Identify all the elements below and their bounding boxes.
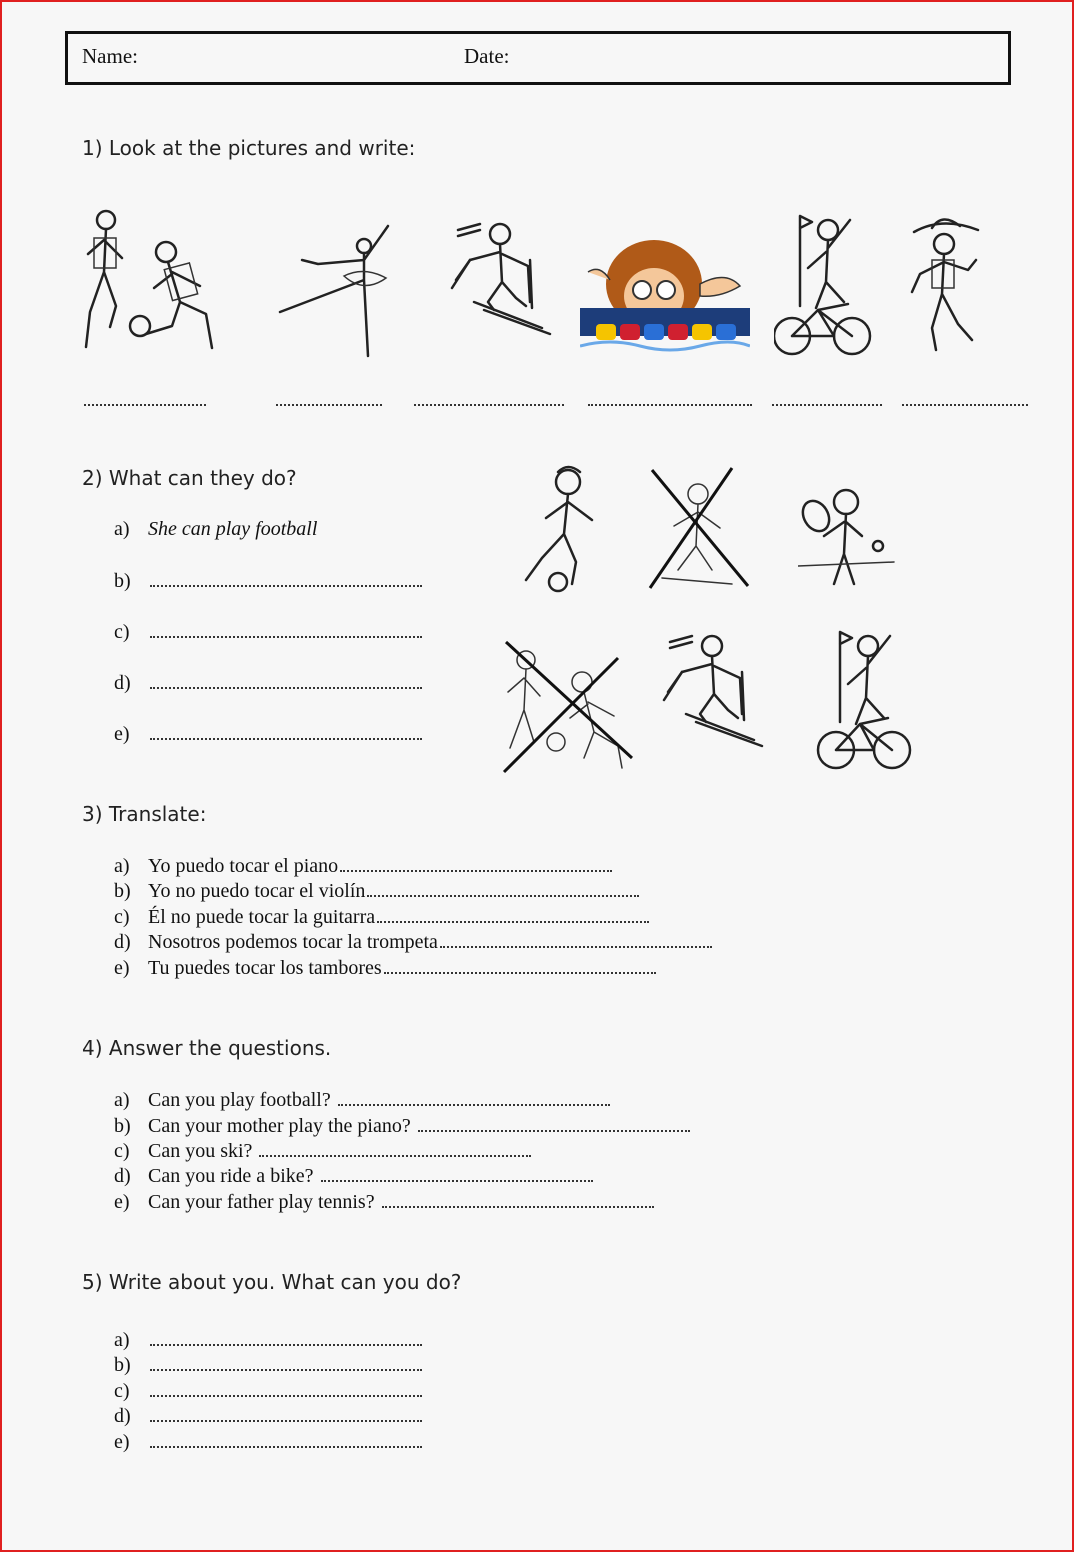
cyclist-icon [774, 212, 874, 358]
list-item: b) [114, 1354, 422, 1377]
list-item: d) [114, 1405, 422, 1428]
list-item: a) Can you play football? [114, 1089, 610, 1112]
skateboarder-crossed-icon [648, 466, 752, 598]
list-item: b) Can your mother play the piano? [114, 1115, 690, 1138]
list-item: e) [114, 723, 422, 746]
answer-line[interactable] [384, 968, 656, 974]
translate-sentence: Yo puedo tocar el piano [148, 855, 339, 877]
answer-line[interactable] [418, 1126, 690, 1132]
list-item: a) Yo puedo tocar el piano [114, 855, 612, 878]
skier-icon [450, 210, 554, 340]
list-item: d) [114, 672, 422, 695]
list-item: b) [114, 570, 422, 593]
answer-line[interactable] [150, 1340, 422, 1346]
translate-sentence: Yo no puedo tocar el violín [148, 880, 366, 902]
list-item: e) Tu puedes tocar los tambores [114, 957, 656, 980]
football-players-icon [80, 202, 230, 358]
list-item: a) [114, 1329, 422, 1352]
list-item: d) Can you ride a bike? [114, 1165, 593, 1188]
swimmer-icon [580, 234, 750, 354]
example-answer: She can play football [148, 518, 318, 540]
list-item: b) Yo no puedo tocar el violín [114, 880, 639, 903]
answer-line[interactable] [150, 581, 422, 587]
list-item: a) She can play football [114, 518, 318, 540]
date-label: Date: [464, 44, 510, 68]
translate-sentence: Nosotros podemos tocar la trompeta [148, 931, 438, 953]
answer-line[interactable] [382, 1202, 654, 1208]
girl-tennis-icon [798, 480, 898, 598]
answer-line[interactable] [338, 1100, 610, 1106]
question-text: Can you play football? [148, 1089, 331, 1111]
list-item: d) Nosotros podemos tocar la trompeta [114, 931, 712, 954]
answer-line[interactable] [259, 1151, 531, 1157]
translate-sentence: Él no puede tocar la guitarra [148, 906, 376, 928]
section5-title: 5) Write about you. What can you do? [82, 1270, 462, 1294]
question-text: Can your father play tennis? [148, 1191, 375, 1213]
list-item: c) [114, 621, 422, 644]
question-text: Can you ski? [148, 1140, 253, 1162]
list-item: c) [114, 1380, 422, 1403]
answer-line[interactable] [150, 1442, 422, 1448]
answer-line[interactable] [150, 1416, 422, 1422]
answer-blank[interactable] [276, 390, 382, 406]
list-item: e) [114, 1431, 422, 1454]
section1-title: 1) Look at the pictures and write: [82, 136, 416, 160]
answer-blank[interactable] [588, 390, 752, 406]
answer-blank[interactable] [902, 390, 1028, 406]
answer-line[interactable] [321, 1176, 593, 1182]
answer-line[interactable] [440, 942, 712, 948]
cowboy-icon [906, 210, 990, 358]
answer-line[interactable] [150, 1365, 422, 1371]
answer-line[interactable] [150, 734, 422, 740]
question-text: Can your mother play the piano? [148, 1115, 411, 1137]
section4-title: 4) Answer the questions. [82, 1036, 332, 1060]
skier-icon [662, 626, 766, 754]
list-item: c) Él no puede tocar la guitarra [114, 906, 649, 929]
answer-line[interactable] [150, 632, 422, 638]
answer-line[interactable] [150, 1391, 422, 1397]
answer-line[interactable] [150, 683, 422, 689]
translate-sentence: Tu puedes tocar los tambores [148, 957, 382, 979]
list-item: c) Can you ski? [114, 1140, 531, 1163]
girl-football-icon [518, 462, 602, 594]
list-item: e) Can your father play tennis? [114, 1191, 654, 1214]
header-box [65, 31, 1011, 85]
name-label: Name: [82, 44, 138, 68]
section3-title: 3) Translate: [82, 802, 207, 826]
answer-blank[interactable] [414, 390, 564, 406]
answer-line[interactable] [340, 866, 612, 872]
question-text: Can you ride a bike? [148, 1165, 314, 1187]
ballerina-icon [278, 216, 402, 362]
football-players-crossed-icon [500, 638, 638, 776]
cyclist-icon [814, 628, 914, 772]
answer-line[interactable] [367, 891, 639, 897]
answer-line[interactable] [377, 917, 649, 923]
answer-blank[interactable] [84, 390, 206, 406]
answer-blank[interactable] [772, 390, 882, 406]
section2-title: 2) What can they do? [82, 466, 297, 490]
